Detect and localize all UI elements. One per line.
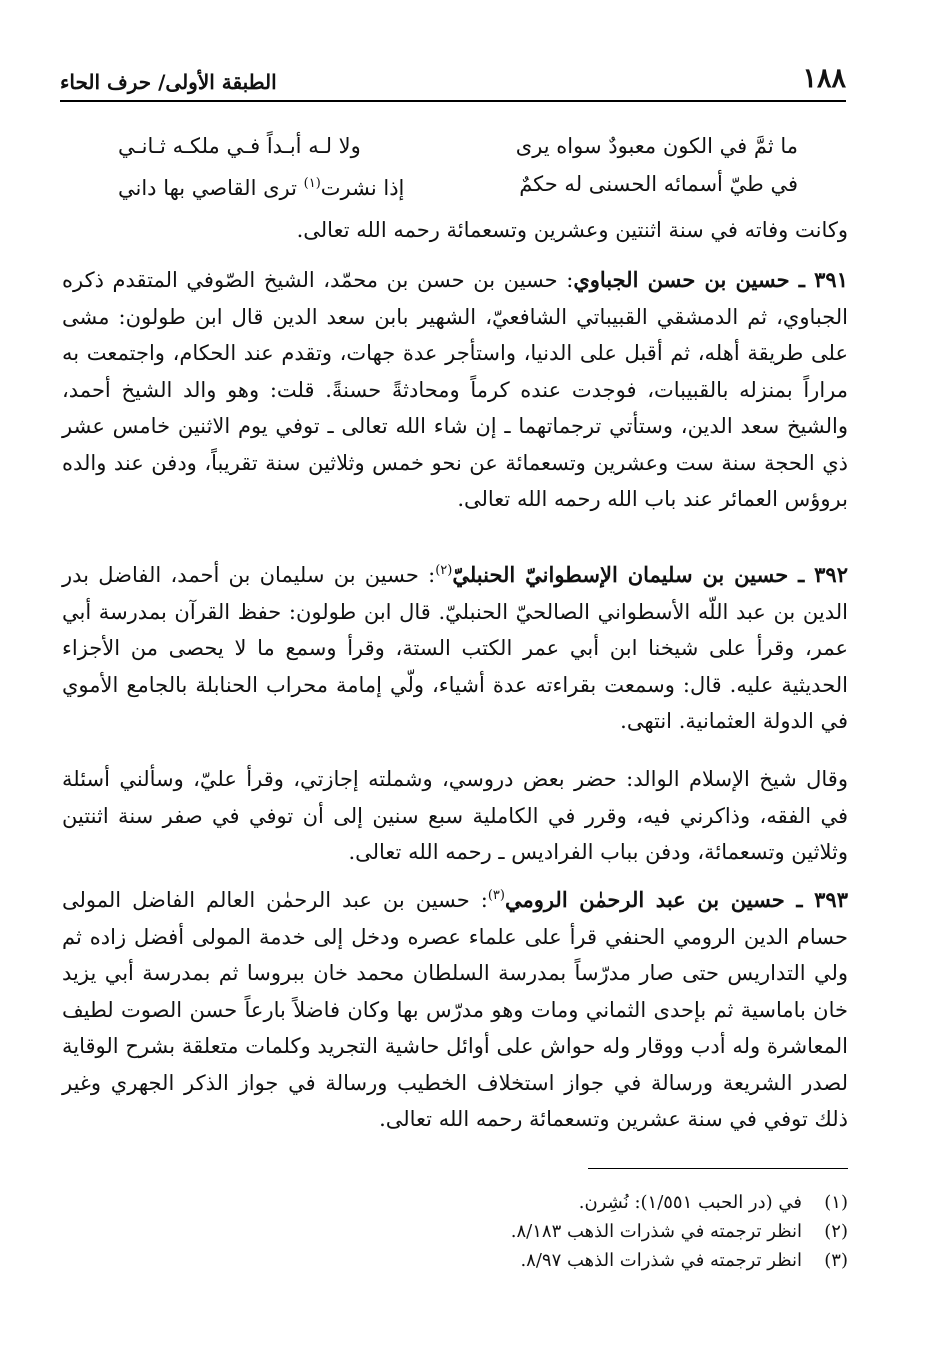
verse-text: ترى القاصي بها داني	[118, 176, 304, 200]
entry-paragraph: وقال شيخ الإسلام الوالد: حضر بعض دروسي، وشملته إجازتي، وقرأ عليّ، وسألني أسئلة في الفقه، وذاكرني فيه، وقرر في الكاملية سبع سنين إلى أن توفي في صفر سنة اثنتين وثلاثين وتسعمائة، ودفن بباب الفراديس ـ رحمه الله تعالى.	[62, 767, 848, 864]
entry-body: : حسين بن سليمان بن أحمد، الفاضل بدر الدين بن عبد اللّه الأسطواني الصالحيّ الحنبليّ. قال ابن طولون: حفظ القرآن بمدرسة أبي عمر، وقرأ على شيخنا ابن أبي عمر الكتب الستة، وقرأ وسمع ما لا يحصى من الأجزاء الحديثية عليه. قال: وسمعت بقراءته عدة أشياء، ولّي إمامة محراب الحنابلة بالجامع الأموي في الدولة العثمانية. انتهى.	[62, 563, 848, 733]
entry-393	[62, 878, 848, 1138]
footnote-number: (٣)	[824, 1250, 848, 1271]
entry-body: : حسين بن عبد الرحمٰن العالم الفاضل المولى حسام الدين الرومي الحنفي قرأ على علماء عصره ودخل إلى خدمة المولى أفضل زاده ثم ولي التداريس حتى صار مدرّساً بمدرسة السلطان محمد خان ببروسا ثم بمدرسة أبي يزيد خان باماسية ثم بإحدى الثماني ومات وهو مدرّس بها وكان فاضلاً بارعاً حسن الصوت لطيف المعاشرة وله أدب ووقار وله حواش على أوائل حاشية التجريد وكلمات متعلقة بشرح الوقاية لصدر الشريعة ورسالة في جواز استخلاف الخطيب ورسالة في جواز الذكر الجهري وغير ذلك توفي في سنة عشرين وتسعمائة رحمه الله تعالى.	[62, 888, 848, 1131]
verse-second-hemistich	[118, 166, 404, 202]
footnote	[62, 1217, 848, 1246]
running-title: الطبقة الأولى/ حرف الحاء	[60, 70, 277, 94]
entry-392-continued	[62, 761, 848, 871]
entry-392	[62, 553, 848, 740]
footnote-number: (١)	[824, 1192, 848, 1213]
footnote-marker: (٣)	[487, 888, 505, 903]
verse-line	[118, 128, 798, 164]
entry-heading: ٣٩١ ـ حسين بن حسن الجباوي	[573, 267, 848, 292]
footnote-text: في (در الحبب ١/٥٥١): نُشِرن.	[578, 1192, 802, 1213]
footnote-number: (٢)	[824, 1221, 848, 1242]
footnote-marker: (١)	[303, 176, 321, 191]
verse-second-hemistich: ولا لـه أبـداً فـي ملكـه ثـانـي	[118, 134, 361, 158]
entry-heading: ٣٩٢ ـ حسين بن سليمان الإسطوانيّ الحنبليّ	[452, 562, 848, 587]
verse-text: إذا نشرت	[320, 176, 405, 200]
entry-paragraph	[62, 262, 848, 518]
verse-first-hemistich: ما ثمَّ في الكون معبودٌ سواه يرى	[515, 134, 798, 158]
poem-verses	[118, 128, 798, 204]
closing-paragraph: وكانت وفاته في سنة اثنتين وعشرين وتسعمائة رحمه الله تعالى.	[296, 218, 848, 242]
entry-391	[62, 262, 848, 518]
footnote	[62, 1246, 848, 1275]
entry-paragraph	[62, 878, 848, 1138]
footnote-separator	[588, 1168, 848, 1169]
footnotes	[62, 1188, 848, 1275]
entry-paragraph	[62, 553, 848, 740]
closing-paragraph-block	[62, 212, 848, 249]
footnote-marker: (٢)	[435, 563, 453, 578]
page-number: ١٨٨	[802, 63, 846, 94]
footnote	[62, 1188, 848, 1217]
footnote-text: انظر ترجمته في شذرات الذهب ٨/٩٧.	[520, 1250, 802, 1271]
verse-first-hemistich: في طيّ أسمائه الحسنى له حكمٌ	[519, 172, 798, 196]
entry-heading: ٣٩٣ ـ حسين بن عبد الرحمٰن الرومي	[504, 887, 848, 912]
verse-line	[118, 166, 798, 202]
footnote-text: انظر ترجمته في شذرات الذهب ٨/١٨٣.	[510, 1221, 802, 1242]
page-header	[60, 62, 846, 102]
entry-body: : حسين بن حسن بن محمّد، الشيخ الصّوفي المتقدم ذكره الجباوي، ثم الدمشقي القبيباتي الشافعيّ، الشهير بابن سعد الدين قال ابن طولون: مشى على طريقة أهله، ثم أقبل على الدنيا، واستأجر عدة جهات، وتقدم عند الحكام، واجتمعت به مراراً بمنزله بالقبيبات، فوجدت عنده كرماً ومحادثةً حسنةً. قلت: وهو والد الشيخ أحمد، والشيخ سعد الدين، وستأتي ترجماتهما ـ إن شاء الله تعالى ـ توفي يوم الاثنين خامس عشر ذي الحجة سنة ست وعشرين وتسعمائة عن نحو خمس وثلاثين سنة تقريباً، ودفن عند والده بروؤس العمائر عند باب الله رحمه الله تعالى.	[62, 268, 848, 511]
